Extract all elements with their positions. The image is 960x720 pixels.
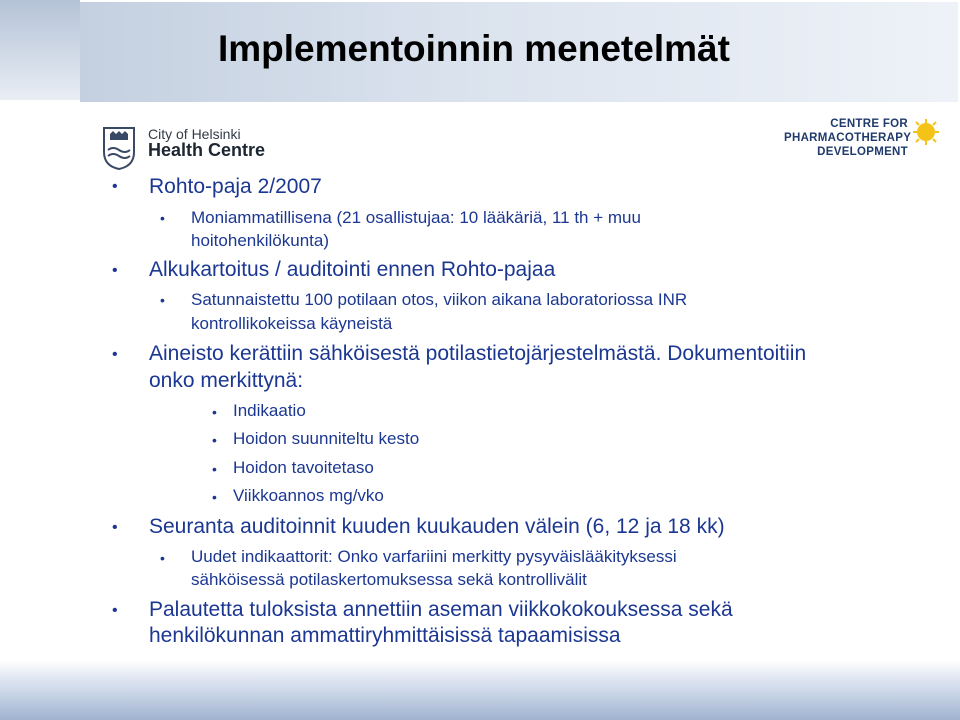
logo-health-centre-text: Health Centre — [148, 140, 266, 160]
bullet-rohto-paja: Rohto-paja 2/2007 — [149, 175, 322, 198]
sub-bullet-satunnaistettu-1: Satunnaistettu 100 potilaan otos, viikon aikana laboratoriossa INR — [191, 290, 688, 309]
bullet-palautetta-1: Palautetta tuloksista annettiin aseman viikkokokouksessa sekä — [149, 598, 733, 621]
sub-bullet-tavoitetaso: Hoidon tavoitetaso — [233, 458, 374, 477]
logo-right-line3: DEVELOPMENT — [817, 146, 908, 158]
bullet-icon: • — [112, 178, 118, 195]
bullet-aineisto-2: onko merkittynä: — [149, 369, 304, 392]
bullet-icon: • — [112, 519, 118, 536]
bullet-aineisto-1: Aineisto kerättiin sähköisestä potilastietojärjestelmästä. Dokumentoitiin — [149, 342, 807, 365]
bullet-icon: • — [112, 262, 118, 279]
bullet-seuranta: Seuranta auditoinnit kuuden kuukauden välein (6, 12 ja 18 kk) — [149, 515, 725, 538]
bullet-icon: • — [160, 210, 165, 226]
slide-title: Implementoinnin menetelmät — [218, 28, 730, 69]
bullet-icon: • — [212, 461, 217, 477]
bullet-icon: • — [160, 292, 165, 308]
logo-right-line1: CENTRE FOR — [830, 118, 908, 130]
sub-bullet-uudet-2: sähköisessä potilaskertomuksessa sekä kontrollivälit — [191, 570, 587, 589]
bullet-icon: • — [212, 489, 217, 505]
bullet-palautetta-2: henkilökunnan ammattiryhmittäisissä tapaamisissa — [149, 624, 621, 647]
bullet-icon: • — [112, 346, 118, 363]
sub-bullet-moniammatillisena-2: hoitohenkilökunta) — [191, 231, 329, 250]
logo-city-text: City of Helsinki — [148, 126, 241, 142]
sub-bullet-kesto: Hoidon suunniteltu kesto — [233, 429, 420, 448]
sub-bullet-satunnaistettu-2: kontrollikokeissa käyneistä — [191, 314, 393, 333]
sub-bullet-viikkoannos: Viikkoannos mg/vko — [233, 486, 384, 505]
sub-bullet-uudet-1: Uudet indikaattorit: Onko varfariini merkitty pysyväislääkityksessi — [191, 547, 677, 566]
bullet-alkukartoitus: Alkukartoitus / auditointi ennen Rohto-pajaa — [149, 258, 556, 281]
sub-bullet-moniammatillisena-1: Moniammatillisena (21 osallistujaa: 10 lääkäriä, 11 th + muu — [191, 208, 641, 227]
logo-right-line2: PHARMACOTHERAPY — [784, 132, 912, 144]
bullet-icon: • — [212, 432, 217, 448]
bullet-icon: • — [112, 602, 118, 619]
sub-bullet-indikaatio: Indikaatio — [233, 401, 306, 420]
bullet-icon: • — [160, 550, 165, 566]
bullet-icon: • — [212, 404, 217, 420]
footer-image-band — [0, 660, 960, 720]
